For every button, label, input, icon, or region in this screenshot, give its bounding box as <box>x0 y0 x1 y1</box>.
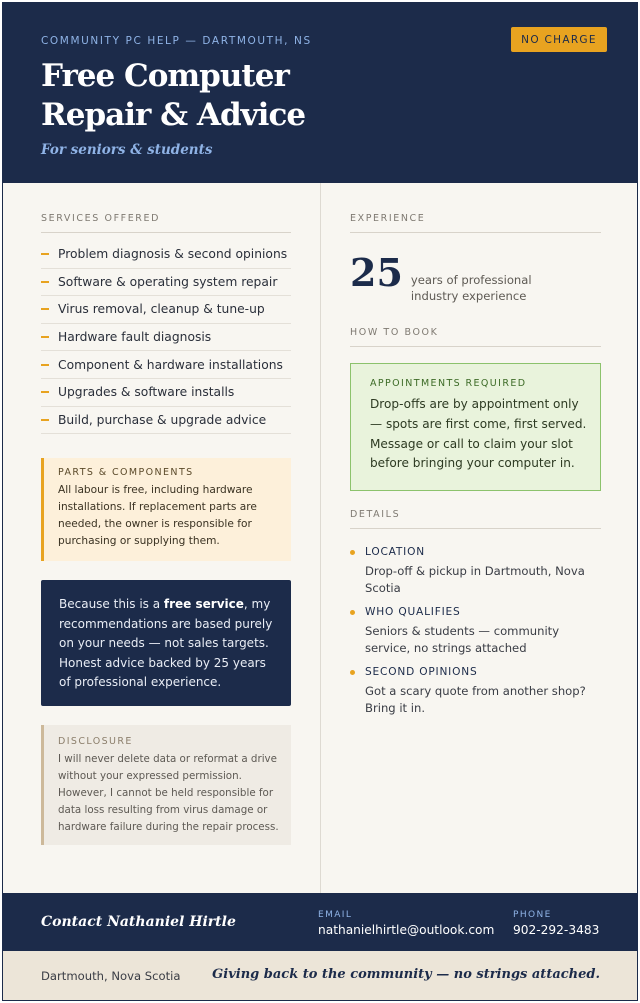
disclosure-label: DISCLOSURE <box>58 736 133 747</box>
services-rule <box>41 232 291 233</box>
column-divider <box>320 183 321 893</box>
page-subtitle: For seniors & students <box>41 142 213 158</box>
experience-stat <box>350 251 532 304</box>
detail-body: Seniors & students — community service, no strings attached <box>365 624 560 655</box>
services-list <box>41 241 291 434</box>
email-label: EMAIL <box>318 910 353 920</box>
email-link[interactable]: nathanielhirtle@outlook.com <box>318 923 495 937</box>
service-text: Hardware fault diagnosis <box>58 330 212 345</box>
service-text: Component & hardware installations <box>58 357 283 372</box>
bullet-icon <box>350 670 355 675</box>
booking-section <box>350 327 601 347</box>
details-list <box>350 545 605 725</box>
no-charge-badge: NO CHARGE <box>511 27 607 52</box>
service-text: Virus removal, cleanup & tune-up <box>58 302 265 317</box>
phone-label: PHONE <box>513 910 552 920</box>
page-title <box>41 57 305 135</box>
appointments-label: APPOINTMENTS REQUIRED <box>370 378 527 389</box>
location-text: Dartmouth, Nova Scotia <box>41 969 181 983</box>
booking-label: HOW TO BOOK <box>350 327 439 338</box>
tagline: Giving back to the community — no strings attached. <box>212 967 600 982</box>
bullet-icon <box>350 610 355 615</box>
dash-icon <box>41 391 49 393</box>
header-eyebrow: COMMUNITY PC HELP — DARTMOUTH, NS <box>41 35 312 47</box>
dash-icon <box>41 419 49 421</box>
header <box>3 3 637 183</box>
list-item <box>41 296 291 324</box>
list-item <box>350 605 605 657</box>
phone-link[interactable]: 902-292-3483 <box>513 923 600 937</box>
parts-text: All labour is free, including hardware installations. If replacement parts are needed, the owner is responsible for purchasing or supplying them. <box>58 484 257 547</box>
list-item <box>350 665 605 717</box>
bullet-icon <box>350 550 355 555</box>
detail-heading: WHO QUALIFIES <box>365 606 461 618</box>
details-section <box>350 509 601 529</box>
contact-footer <box>3 893 637 951</box>
list-item <box>41 324 291 352</box>
parts-label: PARTS & COMPONENTS <box>58 467 194 478</box>
dash-icon <box>41 281 49 283</box>
bottom-bar <box>3 951 637 1001</box>
detail-heading: SECOND OPINIONS <box>365 666 478 678</box>
promise-text-bold: free service <box>163 597 244 611</box>
title-line-2: Repair & Advice <box>41 97 306 133</box>
list-item <box>41 269 291 297</box>
flyer-page <box>2 2 638 1001</box>
experience-line-2: industry experience <box>410 288 527 303</box>
disclosure-callout <box>41 725 291 845</box>
dash-icon <box>41 336 49 338</box>
parts-callout <box>41 458 291 561</box>
experience-line-1: years of professional <box>410 273 532 287</box>
experience-description <box>411 273 532 304</box>
list-item <box>41 379 291 407</box>
disclosure-text: I will never delete data or reformat a drive without your expressed permission. However, I cannot be held responsible for data loss resulting from virus damage or hardware failure during the repair process. <box>58 753 279 833</box>
detail-heading: LOCATION <box>365 546 425 558</box>
services-section <box>41 213 291 434</box>
service-text: Problem diagnosis & second opinions <box>58 247 288 262</box>
promise-text-post: , my recommendations are based purely on your needs — not sales targets. Honest advice backed by 25 years of professional experience. <box>59 597 273 689</box>
dash-icon <box>41 364 49 366</box>
experience-rule <box>350 232 601 233</box>
detail-body: Drop-off & pickup in Dartmouth, Nova Scotia <box>365 564 585 595</box>
details-label: DETAILS <box>350 509 401 520</box>
services-label: SERVICES OFFERED <box>41 213 161 224</box>
list-item <box>41 351 291 379</box>
list-item <box>41 407 291 435</box>
promise-callout <box>41 580 291 706</box>
detail-body: Got a scary quote from another shop? Bring it in. <box>365 684 586 715</box>
appointments-callout <box>350 363 601 491</box>
service-text: Upgrades & software installs <box>58 385 235 400</box>
experience-section <box>350 213 601 233</box>
experience-years: 25 <box>350 250 403 295</box>
details-rule <box>350 528 601 529</box>
title-line-1: Free Computer <box>41 58 289 94</box>
experience-label: EXPERIENCE <box>350 213 426 224</box>
promise-text-pre: Because this is a <box>59 597 164 611</box>
booking-rule <box>350 346 601 347</box>
list-item <box>350 545 605 597</box>
dash-icon <box>41 253 49 255</box>
dash-icon <box>41 308 49 310</box>
contact-heading: Contact Nathaniel Hirtle <box>41 914 236 930</box>
service-text: Build, purchase & upgrade advice <box>58 412 267 427</box>
list-item <box>41 241 291 269</box>
service-text: Software & operating system repair <box>58 274 278 289</box>
appointments-text: Drop-offs are by appointment only — spots are first come, first served. Message or call to claim your slot before bringing your computer in. <box>370 397 587 471</box>
